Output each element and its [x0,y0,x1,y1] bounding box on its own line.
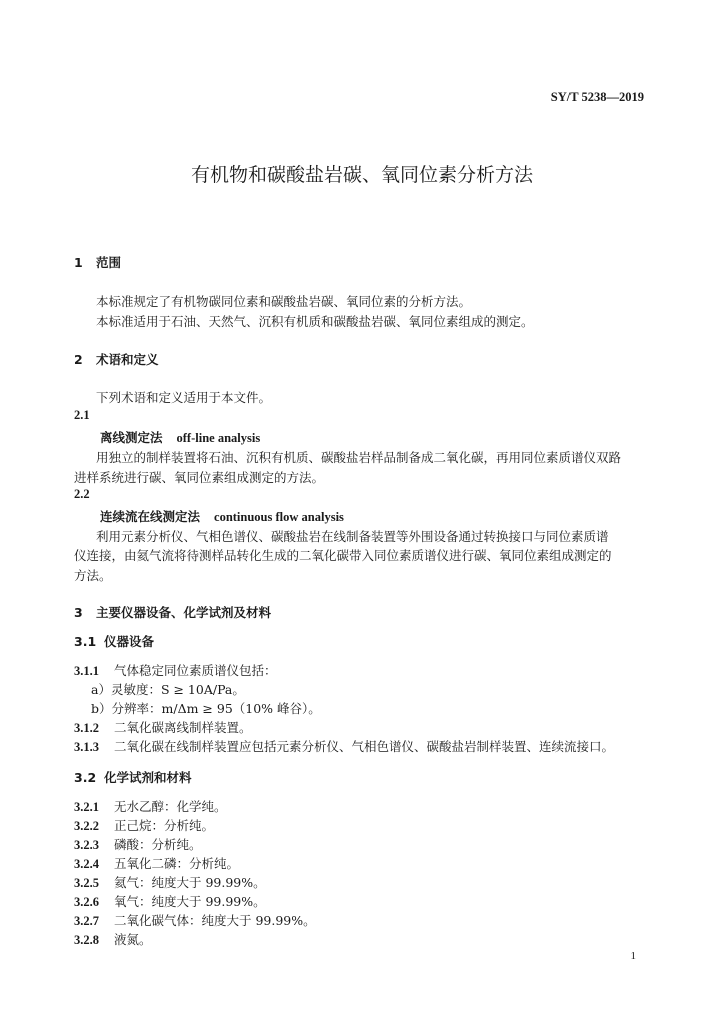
paragraph-line: 本标准适用于石油、天然气、沉积有机质和碳酸盐岩碳、氧同位素组成的测定。 [96,314,534,329]
list-item [74,873,266,891]
list-item [74,835,202,853]
term-2-1 [100,428,260,446]
subsection-3-2-heading [74,768,192,786]
item-text: 二氧化碳气体：纯度大于 99.99%。 [114,913,316,928]
sub-item: a）灵敏度：S ≥ 10A/Pa。 [91,682,245,697]
term-zh: 连续流在线测定法 [100,509,201,524]
subsection-title: 仪器设备 [104,634,155,649]
list-item [74,930,152,948]
item-number: 3.2.8 [74,933,99,947]
page-number: 1 [630,950,636,962]
item-number: 3.1.1 [74,664,99,678]
item-number: 3.2.6 [74,895,99,909]
section-1-heading [74,253,121,271]
paragraph-line: 仪连接，由氦气流将待测样品转化生成的二氧化碳带入同位素质谱仪进行碳、氧同位素组成测定的 [74,548,612,563]
paragraph-line: 利用元素分析仪、气相色谱仪、碳酸盐岩在线制备装置等外围设备通过转换接口与同位素质谱 [96,529,609,544]
subsection-number: 3.1 [74,634,97,649]
item-number: 3.2.1 [74,800,99,814]
standard-code: SY/T 5238—2019 [550,90,644,104]
item-number: 3.1.2 [74,721,99,735]
paragraph-line: 进样系统进行碳、氧同位素组成测定的方法。 [74,470,325,485]
item-number: 3.2.2 [74,819,99,833]
section-title: 主要仪器设备、化学试剂及材料 [96,605,272,620]
sub-item: b）分辨率：m/Δm ≥ 95（10% 峰谷）。 [91,701,321,716]
list-item [74,718,252,736]
item-text: 氧气：纯度大于 99.99%。 [114,894,266,909]
item-text: 五氧化二磷：分析纯。 [114,856,240,871]
subsection-3-1-heading [74,632,154,650]
item-text: 二氧化碳离线制样装置。 [114,720,252,735]
term-number: 2.2 [74,487,90,501]
subsection-number: 3.2 [74,770,97,785]
item-text: 无水乙醇：化学纯。 [114,799,227,814]
term-2-2 [100,507,344,525]
term-en: continuous flow analysis [214,510,344,524]
section-3-heading [74,603,271,621]
term-zh: 离线测定法 [100,430,163,445]
section-number: 2 [74,352,83,367]
list-item [74,892,266,910]
paragraph-line: 方法。 [74,568,112,583]
section-2-heading [74,350,159,368]
list-item [74,737,614,755]
item-text: 正己烷：分析纯。 [114,818,215,833]
item-number: 3.1.3 [74,740,99,754]
section-title: 术语和定义 [96,352,159,367]
paragraph-line: 用独立的制样装置将石油、沉积有机质、碳酸盐岩样品制备成二氧化碳，再用同位素质谱仪双路 [96,450,622,465]
item-text: 氦气：纯度大于 99.99%。 [114,875,266,890]
term-en: off-line analysis [176,431,261,445]
list-item [74,911,316,929]
section-title: 范围 [96,255,122,270]
list-item [74,816,214,834]
section-number: 1 [74,255,83,270]
document-title: 有机物和碳酸盐岩碳、氧同位素分析方法 [190,164,533,186]
section-number: 3 [74,605,83,620]
item-number: 3.2.3 [74,838,99,852]
list-item [74,797,227,815]
item-text: 液氮。 [114,932,152,947]
item-number: 3.2.7 [74,914,99,928]
term-number: 2.1 [74,408,90,422]
paragraph-line: 下列术语和定义适用于本文件。 [96,390,272,405]
paragraph-line: 本标准规定了有机物碳同位素和碳酸盐岩碳、氧同位素的分析方法。 [96,294,472,309]
item-number: 3.2.5 [74,876,99,890]
subsection-title: 化学试剂和材料 [104,770,192,785]
item-text: 二氧化碳在线制样装置应包括元素分析仪、气相色谱仪、碳酸盐岩制样装置、连续流接口。 [114,739,615,754]
item-text: 磷酸：分析纯。 [114,837,202,852]
list-item [74,661,277,679]
item-number: 3.2.4 [74,857,99,871]
list-item [74,854,239,872]
item-text: 气体稳定同位素质谱仪包括： [114,663,277,678]
